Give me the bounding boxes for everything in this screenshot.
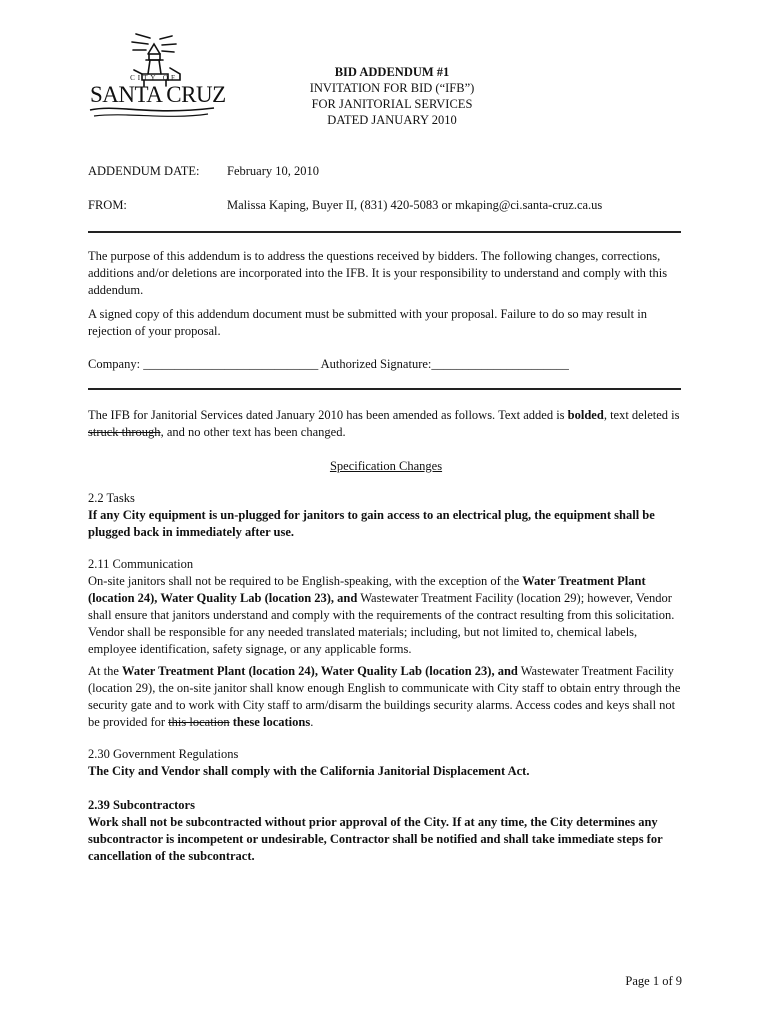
intro-text: The purpose of this addendum is to address the questions received by bidders. The following changes, corrections, additions and/or deletions are incorporated into the IFB. It is your responsibility to understand and comply with this addendum. [88, 249, 668, 297]
divider-1 [88, 231, 681, 233]
s211-text-c1: At the [88, 664, 123, 678]
header-line4: DATED JANUARY 2010 [327, 113, 457, 127]
s211-bold-b1: Water Treatment Plant (location 24), Water Quality Lab (location 23), and [88, 574, 646, 605]
addendum-date-value: February 10, 2010 [227, 164, 319, 178]
section-2-2-heading: 2.2 Tasks [88, 491, 135, 505]
section-2-2-text: If any City equipment is un-plugged for janitors to gain access to an electrical plug, the equipment shall be plugged back in immediately after use. [88, 508, 655, 539]
s211-text-a2: Wastewater Treatment Facility (location 29); however, Vendor shall ensure that janitors understand and comply with the requirements of the contract resulting from this solicitation. Vendor shall be responsible for any needed translated materials; including, but not limited to, chemical labels, employee identification, safety signage, or any applicable forms. [88, 591, 675, 656]
specification-changes-title [88, 458, 684, 475]
section-2-2 [88, 490, 684, 541]
logo-city-name: SANTA CRUZ [90, 82, 226, 107]
header-line3: FOR JANITORIAL SERVICES [311, 97, 473, 111]
amendment-notice [88, 407, 684, 441]
section-2-39-heading: 2.39 Subcontractors [88, 798, 195, 812]
addendum-date-label: ADDENDUM DATE: [88, 164, 200, 178]
page-number: Page 1 of 9 [625, 974, 682, 988]
spec-title-text: Specification Changes [329, 459, 443, 473]
from-value: Malissa Kaping, Buyer II, (831) 420-5083 or mkaping@ci.santa-cruz.ca.us [227, 198, 603, 212]
section-2-11 [88, 556, 684, 658]
amend-text-1: The IFB for Janitorial Services dated January 2010 has been amended as follows. Text added is [88, 408, 568, 422]
s211-bold-d2: these locations [229, 715, 311, 729]
section-2-39-text: Work shall not be subcontracted without prior approval of the City. If at any time, the City determines any subcontractor is incompetent or undesirable, Contractor shall be notified and shall take immediate steps for cancellation of the subcontract. [88, 815, 663, 863]
s211-text-a1: On-site janitors shall not be required to be English-speaking, with the exception of the [88, 574, 523, 588]
header-line2: INVITATION FOR BID (“IFB”) [309, 81, 475, 95]
divider-2 [88, 388, 681, 390]
amend-struck: struck through [88, 425, 161, 439]
amend-text-3: , and no other text has been changed. [160, 425, 346, 439]
header-title: BID ADDENDUM #1 [334, 65, 450, 79]
section-2-30 [88, 746, 684, 780]
s211-struck: this location [168, 715, 230, 729]
signed-copy-paragraph [88, 306, 684, 340]
amend-bolded: bolded [567, 408, 604, 422]
section-2-30-text: The City and Vendor shall comply with the California Janitorial Displacement Act. [88, 764, 530, 778]
section-2-11-paragraph-2 [88, 663, 684, 731]
section-2-39 [88, 797, 684, 865]
intro-paragraph [88, 248, 684, 299]
from-label: FROM: [88, 198, 127, 212]
signed-copy-text: A signed copy of this addendum document must be submitted with your proposal. Failure to do so may result in rejection of your proposal. [88, 307, 647, 338]
section-2-30-heading: 2.30 Government Regulations [88, 747, 239, 761]
signature-line: Company: ____________________________ Authorized Signature:______________________ [88, 357, 569, 371]
s211-text-c2: Wastewater Treatment Facility (location 29), the on-site janitor shall know enough English to communicate with City staff to obtain entry through the security gate and to work with City staff to arm/disarm the buildings security alarms. Access codes and keys shall not be provided for [88, 664, 681, 729]
logo-city-of: CITY OF [130, 74, 178, 82]
section-2-11-heading: 2.11 Communication [88, 557, 194, 571]
document-header [248, 64, 536, 128]
s211-text-c3: . [310, 715, 314, 729]
s211-bold-d1: Water Treatment Plant (location 24), Water Quality Lab (location 23), and [122, 664, 518, 678]
amend-text-2: , text deleted is [603, 408, 680, 422]
